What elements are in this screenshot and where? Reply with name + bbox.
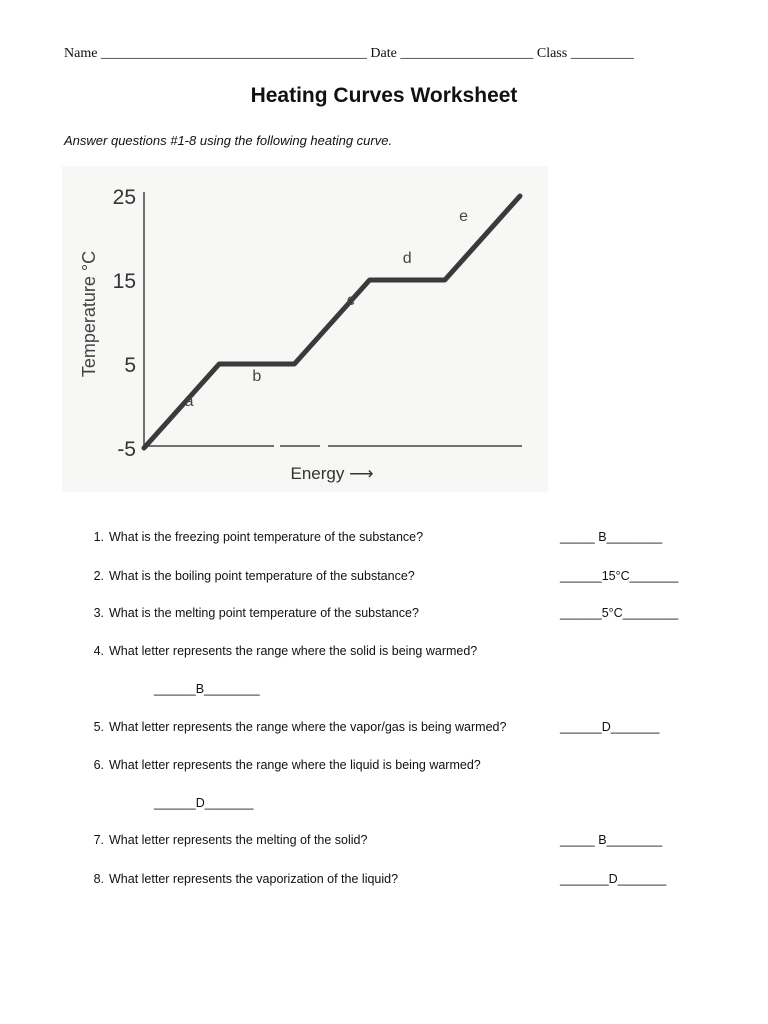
y-tick-label: -5	[117, 438, 136, 461]
answer-blank: ______15°C_______	[560, 569, 679, 583]
question-text: What letter represents the vaporization of the liquid?	[109, 872, 399, 886]
question-text: What letter represents the melting of the solid?	[109, 833, 368, 847]
question-number: 1.	[93, 530, 104, 544]
answer-blank: ______B________	[154, 682, 260, 696]
question-number: 7.	[93, 833, 104, 847]
question-5	[86, 720, 706, 740]
question-text: What is the boiling point temperature of the substance?	[109, 569, 415, 583]
y-tick-label: 5	[124, 354, 136, 377]
answer-blank: _____ B________	[560, 530, 663, 544]
y-axis-title: Temperature °C	[79, 250, 99, 378]
x-axis-title: Energy ⟶	[290, 464, 374, 483]
question-text: What letter represents the range where the solid is being warmed?	[109, 644, 478, 658]
question-number: 3.	[93, 606, 104, 620]
question-text: What letter represents the range where the liquid is being warmed?	[109, 758, 481, 772]
question-number: 2.	[93, 569, 104, 583]
answer-blank: ______5°C________	[560, 606, 679, 620]
worksheet-title: Heating Curves Worksheet	[250, 84, 518, 107]
question-text: What is the freezing point temperature of the substance?	[109, 530, 424, 544]
segment-label-c: c	[346, 292, 355, 310]
question-text: What is the melting point temperature of the substance?	[109, 606, 419, 620]
question-8	[86, 872, 706, 892]
question-7	[86, 833, 706, 853]
question-number: 4.	[93, 644, 104, 658]
heating-curve-chart	[62, 166, 548, 492]
segment-label-e: e	[459, 208, 469, 226]
segment-label-a: a	[184, 393, 194, 410]
question-number: 5.	[93, 720, 104, 734]
heating-curve-line	[144, 196, 520, 448]
question-number: 6.	[93, 758, 104, 772]
question-number: 8.	[93, 872, 104, 886]
answer-blank: ______D_______	[560, 720, 660, 734]
y-tick-label: 25	[112, 186, 136, 209]
segment-label-b: b	[252, 367, 262, 385]
answer-blank: _______D_______	[560, 872, 667, 886]
question-6	[86, 758, 706, 778]
instruction-text: Answer questions #1-8 using the following heating curve.	[64, 133, 393, 148]
answer-blank: ______D_______	[154, 796, 254, 810]
question-1	[86, 530, 706, 550]
student-info-line: Name ______________________________________ Date ___________________ Class _________	[64, 46, 634, 61]
answer-blank: _____ B________	[560, 833, 663, 847]
question-4	[86, 644, 706, 664]
question-3	[86, 606, 706, 626]
question-text: What letter represents the range where the vapor/gas is being warmed?	[109, 720, 507, 734]
segment-label-d: d	[402, 250, 412, 268]
heating-curve-figure	[62, 166, 548, 492]
y-tick-label: 15	[112, 270, 136, 293]
question-2	[86, 569, 706, 589]
